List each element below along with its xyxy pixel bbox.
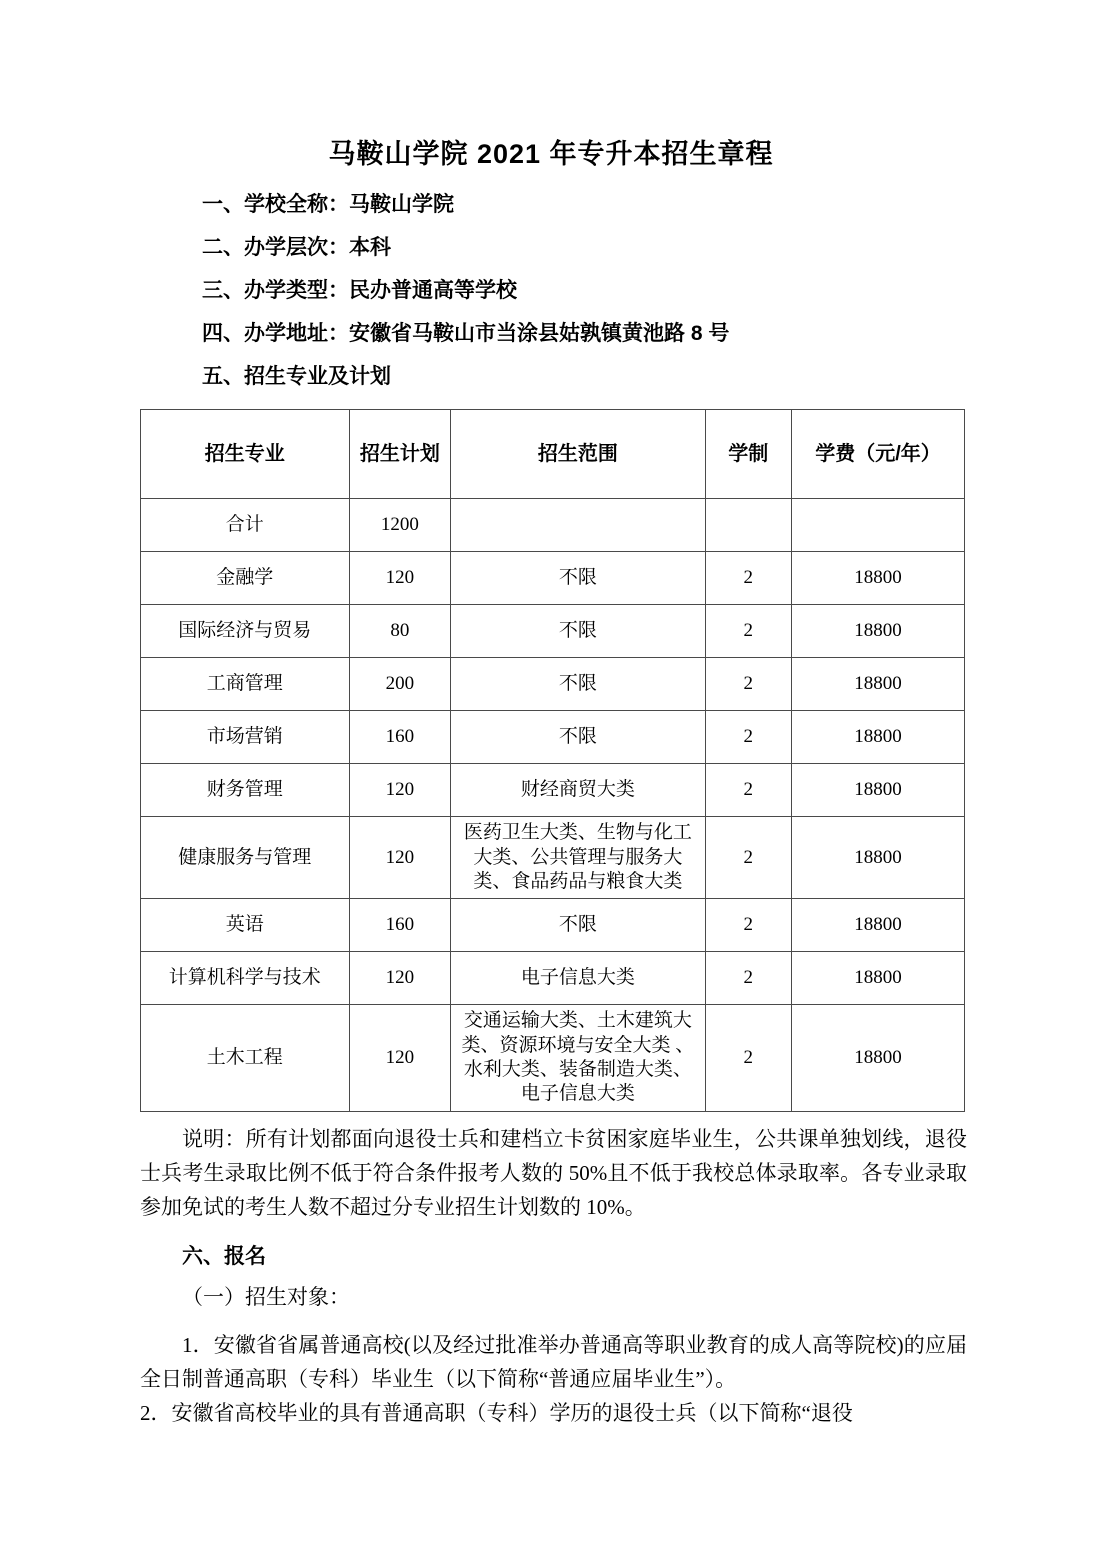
column-header-major: 招生专业	[141, 410, 350, 499]
cell-plan: 120	[349, 552, 451, 605]
cell-scope: 不限	[451, 711, 705, 764]
table-row	[141, 605, 965, 658]
table-header	[141, 410, 965, 499]
heading-address: 四、办学地址：安徽省马鞍山市当涂县姑孰镇黄池路 8 号	[202, 322, 730, 346]
cell-plan: 120	[349, 952, 451, 1005]
cell-years: 2	[705, 899, 791, 952]
cell-major: 国际经济与贸易	[141, 605, 350, 658]
heading-school-type: 三、办学类型：民办普通高等学校	[202, 279, 517, 303]
cell-plan: 1200	[349, 499, 451, 552]
cell-scope: 医药卫生大类、生物与化工大类、公共管理与服务大类、食品药品与粮食大类	[451, 817, 705, 899]
heading-education-level: 二、办学层次：本科	[202, 236, 391, 260]
cell-years: 2	[705, 764, 791, 817]
cell-plan: 80	[349, 605, 451, 658]
cell-years: 2	[705, 605, 791, 658]
cell-years: 2	[705, 1005, 791, 1111]
cell-scope: 不限	[451, 605, 705, 658]
column-header-fee: 学费（元/年）	[792, 410, 965, 499]
document-body	[0, 1122, 1102, 1430]
plan-note-paragraph: 说明：所有计划都面向退役士兵和建档立卡贫困家庭毕业生，公共课单独划线，退役士兵考生录取比例不低于符合条件报考人数的 50%且不低于我校总体录取率。各专业录取参加免试的考生人数不超过分专业招生计划数的 10%。	[140, 1126, 967, 1219]
cell-plan: 160	[349, 711, 451, 764]
cell-fee: 18800	[792, 552, 965, 605]
cell-major: 工商管理	[141, 658, 350, 711]
column-header-plan: 招生计划	[349, 410, 451, 499]
cell-fee: 18800	[792, 658, 965, 711]
cell-years: 2	[705, 952, 791, 1005]
table-row	[141, 952, 965, 1005]
table-row	[141, 499, 965, 552]
cell-fee	[792, 499, 965, 552]
cell-scope: 不限	[451, 658, 705, 711]
cell-plan: 120	[349, 764, 451, 817]
cell-years: 2	[705, 817, 791, 899]
cell-fee: 18800	[792, 817, 965, 899]
cell-plan: 160	[349, 899, 451, 952]
cell-scope: 不限	[451, 552, 705, 605]
table-row	[141, 1005, 965, 1111]
table-row	[141, 764, 965, 817]
cell-major: 合计	[141, 499, 350, 552]
cell-fee: 18800	[792, 764, 965, 817]
cell-plan: 200	[349, 658, 451, 711]
cell-major: 计算机科学与技术	[141, 952, 350, 1005]
cell-major: 健康服务与管理	[141, 817, 350, 899]
cell-plan: 120	[349, 817, 451, 899]
cell-fee: 18800	[792, 899, 965, 952]
cell-major: 金融学	[141, 552, 350, 605]
page-title: 马鞍山学院 2021 年专升本招生章程	[328, 139, 774, 169]
cell-major: 市场营销	[141, 711, 350, 764]
enrollment-plan-table	[140, 409, 965, 1111]
table-row	[141, 899, 965, 952]
column-header-scope: 招生范围	[451, 410, 705, 499]
table-row	[141, 711, 965, 764]
cell-major: 土木工程	[141, 1005, 350, 1111]
cell-fee: 18800	[792, 605, 965, 658]
subheading-target-applicants: （一）招生对象：	[182, 1284, 350, 1309]
cell-years	[705, 499, 791, 552]
cell-plan: 120	[349, 1005, 451, 1111]
list-item: 1．安徽省省属普通高校(以及经过批准举办普通高等职业教育的成人高等院校)的应届全日制普通高职（专科）毕业生（以下简称“普通应届毕业生”）。	[140, 1332, 967, 1391]
table-row	[141, 658, 965, 711]
cell-years: 2	[705, 658, 791, 711]
cell-major: 财务管理	[141, 764, 350, 817]
list-item: 2．安徽省高校毕业的具有普通高职（专科）学历的退役士兵（以下简称“退役	[140, 1400, 853, 1425]
cell-fee: 18800	[792, 952, 965, 1005]
cell-fee: 18800	[792, 1005, 965, 1111]
heading-majors-and-plan: 五、招生专业及计划	[202, 365, 391, 389]
cell-years: 2	[705, 552, 791, 605]
cell-scope: 不限	[451, 899, 705, 952]
column-header-years: 学制	[705, 410, 791, 499]
cell-scope: 电子信息大类	[451, 952, 705, 1005]
cell-major: 英语	[141, 899, 350, 952]
cell-scope: 财经商贸大类	[451, 764, 705, 817]
table-header-row	[141, 410, 965, 499]
cell-scope: 交通运输大类、土木建筑大类、资源环境与安全大类 、水利大类、装备制造大类、电子信息大类	[451, 1005, 705, 1111]
section-heading-registration: 六、报名	[182, 1244, 266, 1268]
heading-school-name: 一、学校全称：马鞍山学院	[202, 193, 454, 217]
table-body	[141, 499, 965, 1111]
cell-years: 2	[705, 711, 791, 764]
cell-fee: 18800	[792, 711, 965, 764]
enrollment-plan-table-wrapper	[0, 409, 1102, 1111]
table-row	[141, 817, 965, 899]
cell-scope	[451, 499, 705, 552]
table-row	[141, 552, 965, 605]
intro-headings	[0, 194, 1102, 387]
